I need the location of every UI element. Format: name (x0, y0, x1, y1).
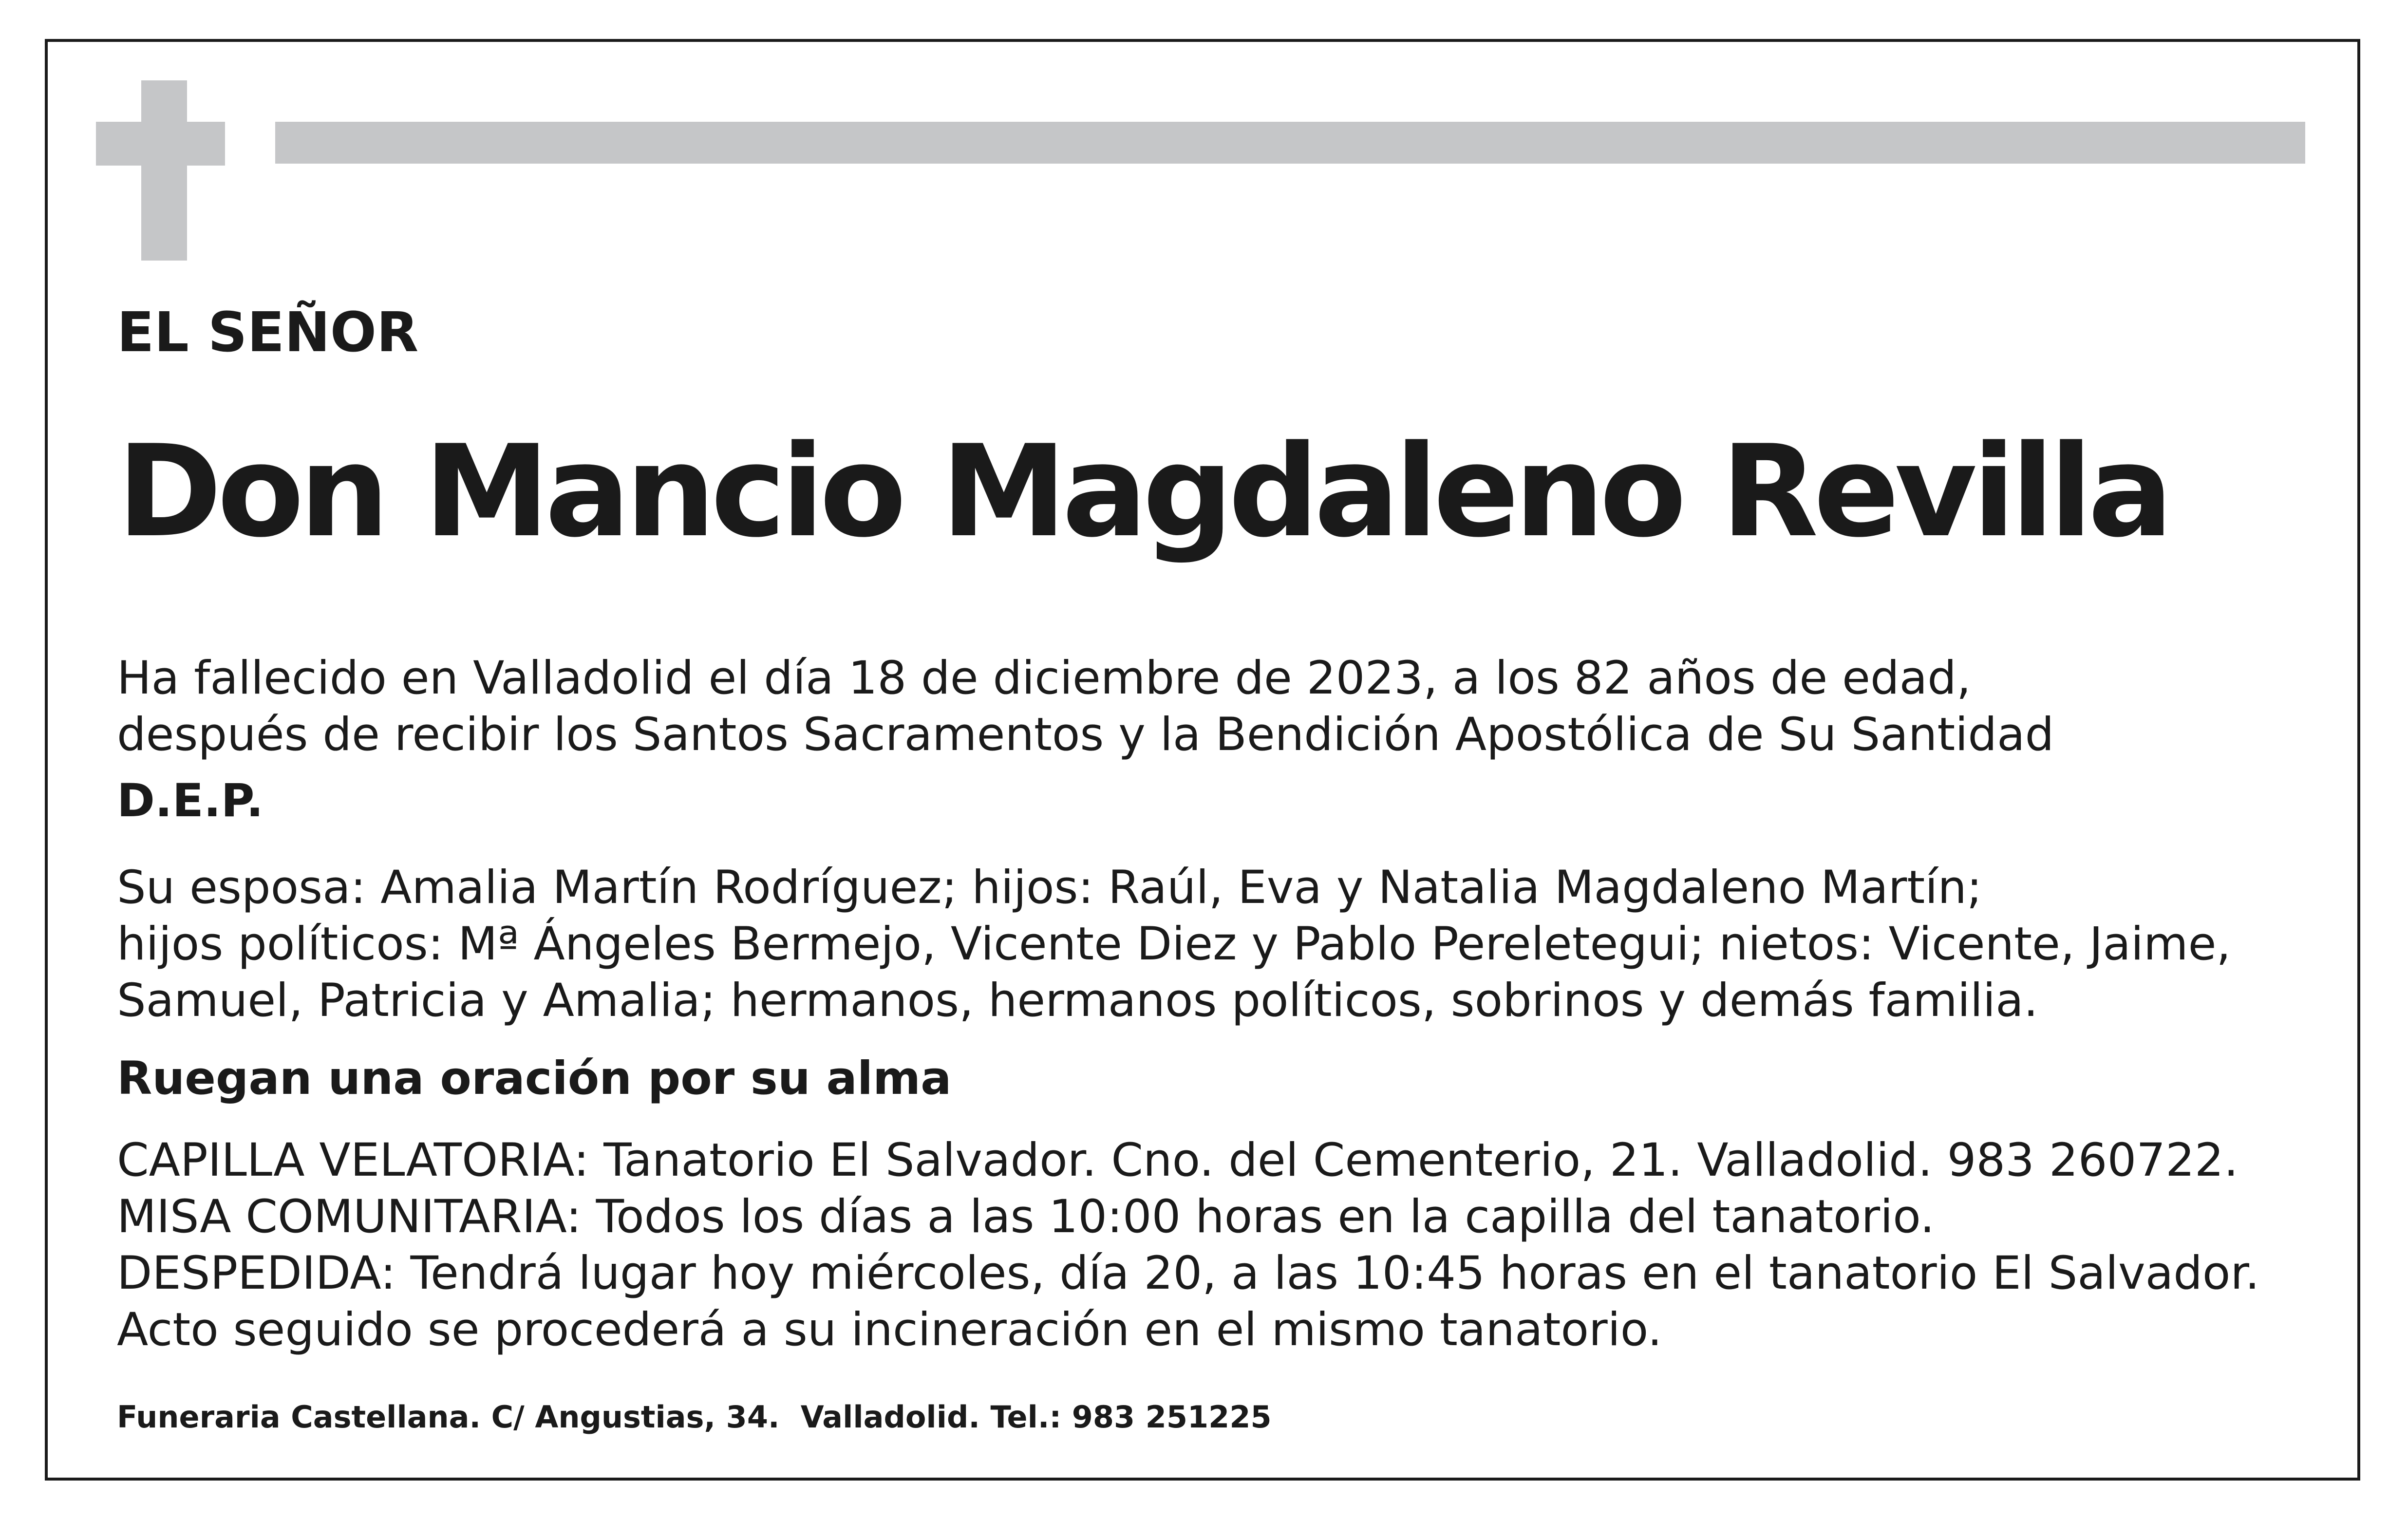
service-line-farewell: DESPEDIDA: Tendrá lugar hoy miércoles, día 20, a las 10:45 horas en el tanatorio El Salvador. (117, 1247, 2260, 1300)
deceased-name: Don Mancio Magdaleno Revilla (117, 418, 2169, 565)
service-line-wake: CAPILLA VELATORIA: Tanatorio El Salvador. Cno. del Cementerio, 21. Valladolid. 983 260722. (117, 1134, 2239, 1187)
service-details (117, 1132, 2259, 1358)
family-line: hijos políticos: Mª Ángeles Bermejo, Vicente Diez y Pablo Pereletegui; nietos: Vicente, Jaime, (117, 918, 2231, 971)
death-announcement (117, 650, 2054, 763)
announcement-line: Ha fallecido en Valladolid el día 18 de diciembre de 2023, a los 82 años de edad, (117, 652, 1971, 705)
funeral-home-footer: Funeraria Castellana. C/ Angustias, 34. Valladolid. Tel.: 983 251225 (117, 1399, 1272, 1435)
prayer-request: Ruegan una oración por su alma (117, 1052, 952, 1105)
service-line-cremation: Acto seguido se procederá a su incineración en el mismo tanatorio. (117, 1303, 1662, 1356)
announcement-line: después de recibir los Santos Sacramentos y la Bendición Apostólica de Su Santidad (117, 708, 2054, 761)
dep-label: D.E.P. (117, 774, 264, 827)
header-rule (275, 122, 2305, 164)
service-line-mass: MISA COMUNITARIA: Todos los días a las 10:00 horas en la capilla del tanatorio. (117, 1190, 1935, 1243)
family-line: Su esposa: Amalia Martín Rodríguez; hijos: Raúl, Eva y Natalia Magdaleno Martín; (117, 861, 1982, 914)
family-list (117, 860, 2231, 1029)
cross-vertical-bar (141, 80, 187, 261)
honorific-prefix: EL SEÑOR (117, 301, 419, 364)
cross-horizontal-bar (96, 122, 225, 166)
family-line: Samuel, Patricia y Amalia; hermanos, hermanos políticos, sobrinos y demás familia. (117, 974, 2038, 1027)
